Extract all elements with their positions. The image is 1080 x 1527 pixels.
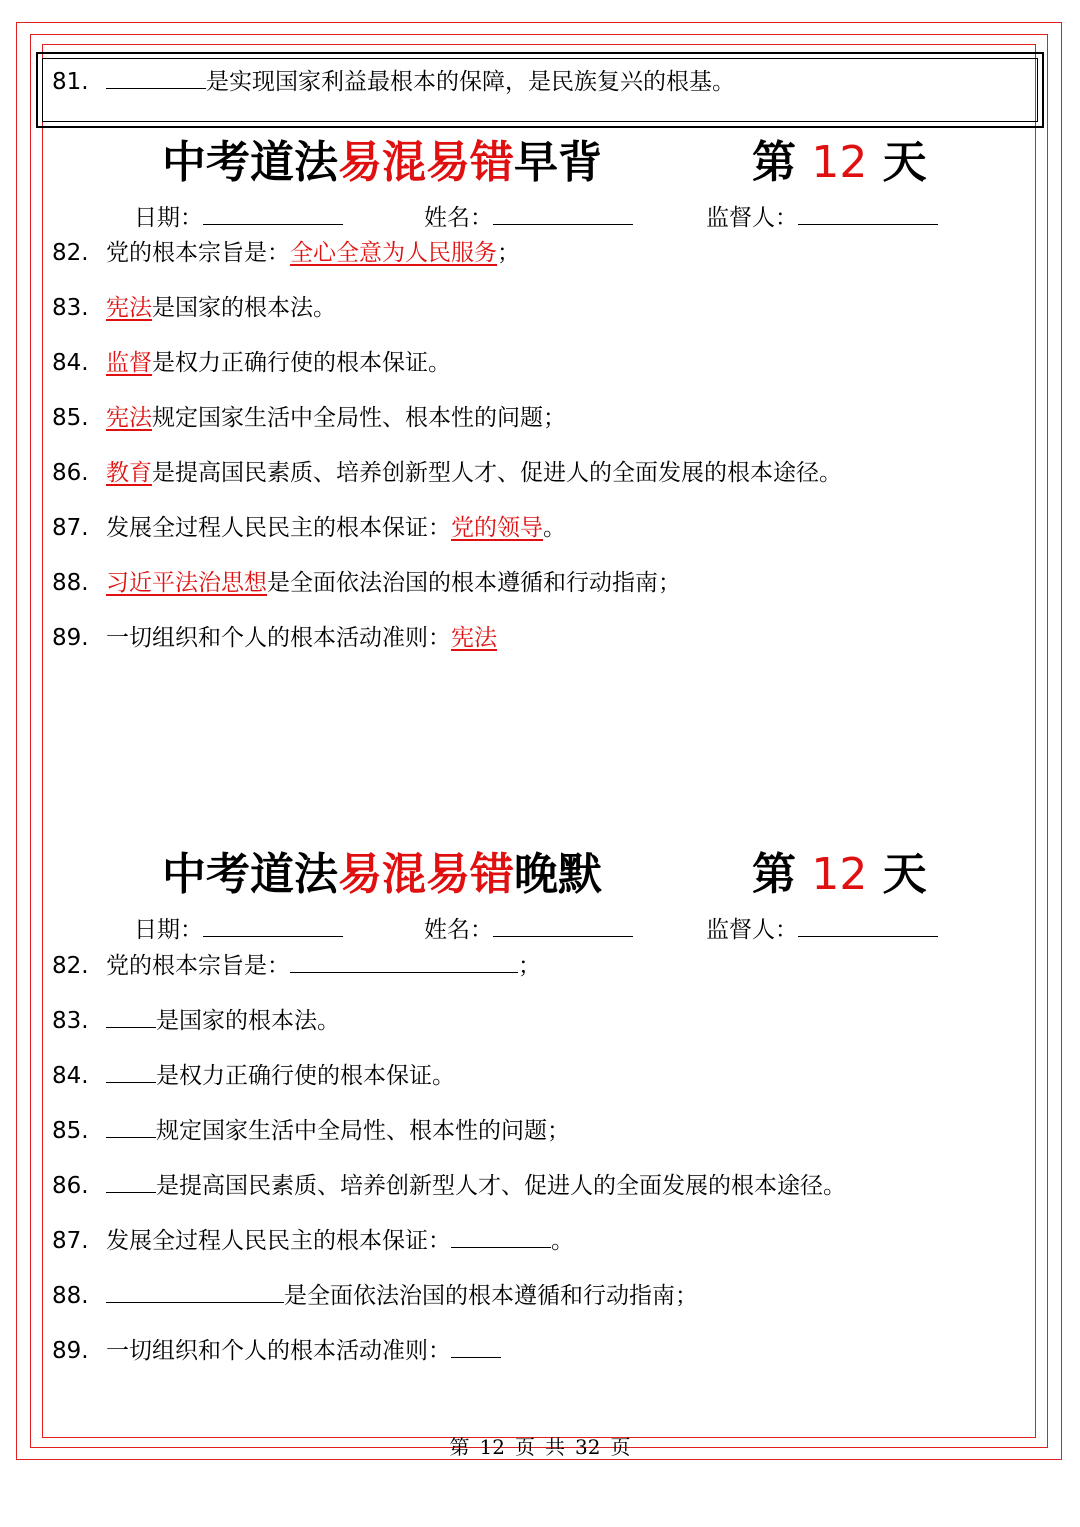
supervisor-label: 监督人： [706,205,798,231]
answer-text: 习近平法治思想 [106,570,267,596]
item-number: 87. [52,515,89,541]
answer-text: 宪法 [106,295,152,321]
item-text: 规定国家生活中全局性、根本性的问题； [152,405,566,431]
morning-item-85 [52,403,566,433]
evening-item-85 [52,1115,570,1146]
footer-text: 共 [545,1435,565,1459]
day-suffix: 天 [882,137,927,188]
day-number: 12 [811,137,868,188]
item-text: 。 [551,1228,574,1254]
day-number: 12 [811,849,868,900]
morning-title [162,136,602,190]
title-part: 中考道法 [162,849,338,900]
item-number: 89. [52,625,89,651]
evening-date-field [134,914,343,945]
footer-text: 页 [610,1435,631,1459]
evening-item-82 [52,950,541,981]
item-number: 84. [52,1063,89,1089]
date-blank[interactable] [203,914,343,937]
item-text: 是实现国家利益最根本的保障，是民族复兴的根基。 [206,69,735,95]
morning-item-84 [52,348,451,378]
item-text: 是权力正确行使的根本保证。 [156,1063,455,1089]
item-text: 是国家的根本法。 [152,295,336,321]
item-text: 是全面依法治国的根本遵循和行动指南； [284,1283,698,1309]
item-number: 87. [52,1228,89,1254]
item-text: 是提高国民素质、培养创新型人才、促进人的全面发展的根本途径。 [156,1173,846,1199]
item-number: 89. [52,1338,89,1364]
item-text: 是国家的根本法。 [156,1008,340,1034]
item-text: ； [518,953,541,979]
item-number: 88. [52,570,89,596]
morning-item-83 [52,293,336,323]
fill-blank[interactable] [106,1060,156,1083]
page-number: 12 [479,1435,505,1459]
evening-item-87 [52,1225,574,1256]
evening-item-88 [52,1280,698,1311]
answer-text: 教育 [106,460,152,486]
item-number: 84. [52,350,89,376]
name-blank[interactable] [493,914,633,937]
morning-item-87 [52,513,566,543]
fill-blank[interactable] [451,1225,551,1248]
evening-item-89 [52,1335,501,1366]
fill-blank[interactable] [106,1005,156,1028]
item-text: 一切组织和个人的根本活动准则： [106,1338,451,1364]
supervisor-label: 监督人： [706,917,798,943]
footer-text: 第 [449,1435,470,1459]
fill-blank[interactable] [106,1280,284,1303]
date-blank[interactable] [203,202,343,225]
total-pages: 32 [575,1435,601,1459]
date-label: 日期： [134,205,203,231]
evening-day-label [752,848,927,902]
item-text: 发展全过程人民民主的根本保证： [106,515,451,541]
item-number: 81. [52,69,89,95]
answer-text: 监督 [106,350,152,376]
item-81 [52,66,735,97]
morning-item-82 [52,238,520,268]
title-part: 晚默 [514,849,602,900]
item-number: 82. [52,240,89,266]
evening-item-86 [52,1170,846,1201]
morning-day-label [752,136,927,190]
item-text: 。 [543,515,566,541]
item-number: 88. [52,1283,89,1309]
date-label: 日期： [134,917,203,943]
item-number: 83. [52,1008,89,1034]
supervisor-blank[interactable] [798,914,938,937]
morning-item-86 [52,458,842,488]
name-blank[interactable] [493,202,633,225]
item-text: 是全面依法治国的根本遵循和行动指南； [267,570,681,596]
item-text: 党的根本宗旨是： [106,953,290,979]
morning-item-89 [52,623,497,653]
answer-text: 宪法 [451,625,497,651]
fill-blank[interactable] [290,950,518,973]
day-suffix: 天 [882,849,927,900]
item-number: 82. [52,953,89,979]
day-prefix: 第 [752,849,796,900]
title-highlight: 易混易错 [338,137,514,188]
item-text: 党的根本宗旨是： [106,240,290,266]
morning-date-field [134,202,343,233]
page-footer [0,1434,1080,1460]
item-text: 是提高国民素质、培养创新型人才、促进人的全面发展的根本途径。 [152,460,842,486]
answer-text: 全心全意为人民服务 [290,240,497,266]
item-number: 85. [52,405,89,431]
supervisor-blank[interactable] [798,202,938,225]
item-text: 是权力正确行使的根本保证。 [152,350,451,376]
day-prefix: 第 [752,137,796,188]
title-part: 中考道法 [162,137,338,188]
item-text: 一切组织和个人的根本活动准则： [106,625,451,651]
fill-blank[interactable] [106,1115,156,1138]
title-part: 早背 [514,137,602,188]
evening-name-field [424,914,633,945]
item-text: 发展全过程人民民主的根本保证： [106,1228,451,1254]
morning-name-field [424,202,633,233]
item-text: ； [497,240,520,266]
fill-blank[interactable] [451,1335,501,1358]
fill-blank [106,66,206,89]
evening-item-83 [52,1005,340,1036]
answer-text: 宪法 [106,405,152,431]
fill-blank[interactable] [106,1170,156,1193]
evening-title [162,848,602,902]
footer-text: 页 [515,1435,535,1459]
item-number: 83. [52,295,89,321]
evening-item-84 [52,1060,455,1091]
item-text: 规定国家生活中全局性、根本性的问题； [156,1118,570,1144]
name-label: 姓名： [424,917,493,943]
title-highlight: 易混易错 [338,849,514,900]
item-number: 85. [52,1118,89,1144]
evening-supervisor-field [706,914,938,945]
morning-supervisor-field [706,202,938,233]
item-number: 86. [52,1173,89,1199]
name-label: 姓名： [424,205,493,231]
answer-text: 党的领导 [451,515,543,541]
morning-item-88 [52,568,681,598]
item-number: 86. [52,460,89,486]
